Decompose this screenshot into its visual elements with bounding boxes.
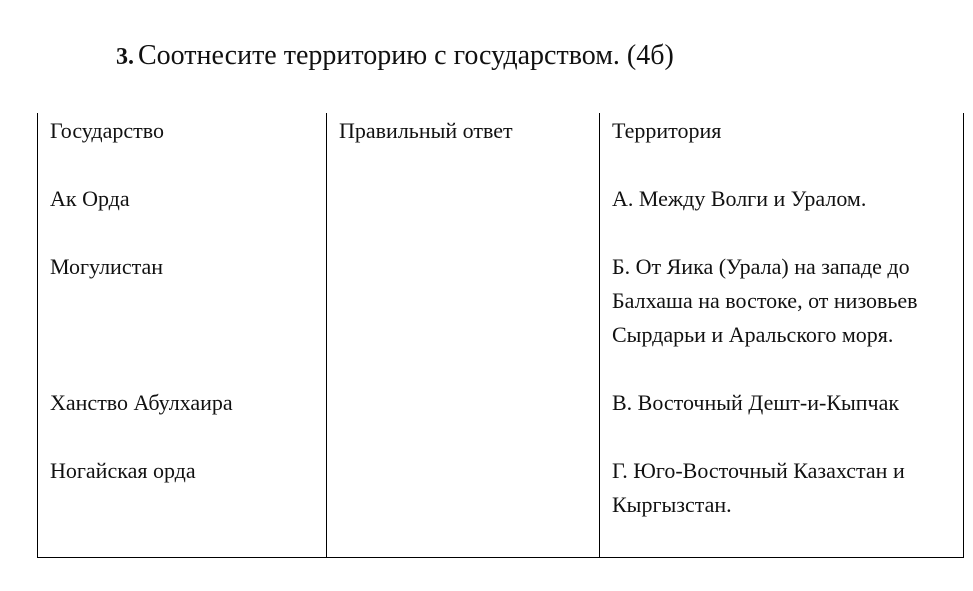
state-cell: Ногайская орда [38,453,327,558]
answer-cell[interactable] [327,453,600,558]
territory-cell: Г. Юго-Восточный Казахстан и Кыргызстан. [600,453,964,558]
territory-cell: А. Между Волги и Уралом. [600,181,964,249]
table-row [38,249,964,385]
task-instruction: Соотнесите территорию с государством. (4б) [138,40,674,71]
answer-cell[interactable] [327,385,600,453]
task-heading [116,40,674,72]
task-number: 3. [116,44,134,70]
state-cell: Могулистан [38,249,327,385]
answer-cell[interactable] [327,181,600,249]
state-cell: Ханство Абулхаира [38,385,327,453]
table-row [38,181,964,249]
matching-table [37,113,964,558]
header-answer: Правильный ответ [327,113,600,181]
table-row [38,453,964,558]
territory-cell: В. Восточный Дешт-и-Кыпчак [600,385,964,453]
header-territory: Территория [600,113,964,181]
state-cell: Ак Орда [38,181,327,249]
table-header-row [38,113,964,181]
answer-cell[interactable] [327,249,600,385]
territory-cell: Б. От Яика (Урала) на западе до Балхаша на востоке, от низовьев Сырдарьи и Аральского моря. [600,249,964,385]
header-state: Государство [38,113,327,181]
table-row [38,385,964,453]
